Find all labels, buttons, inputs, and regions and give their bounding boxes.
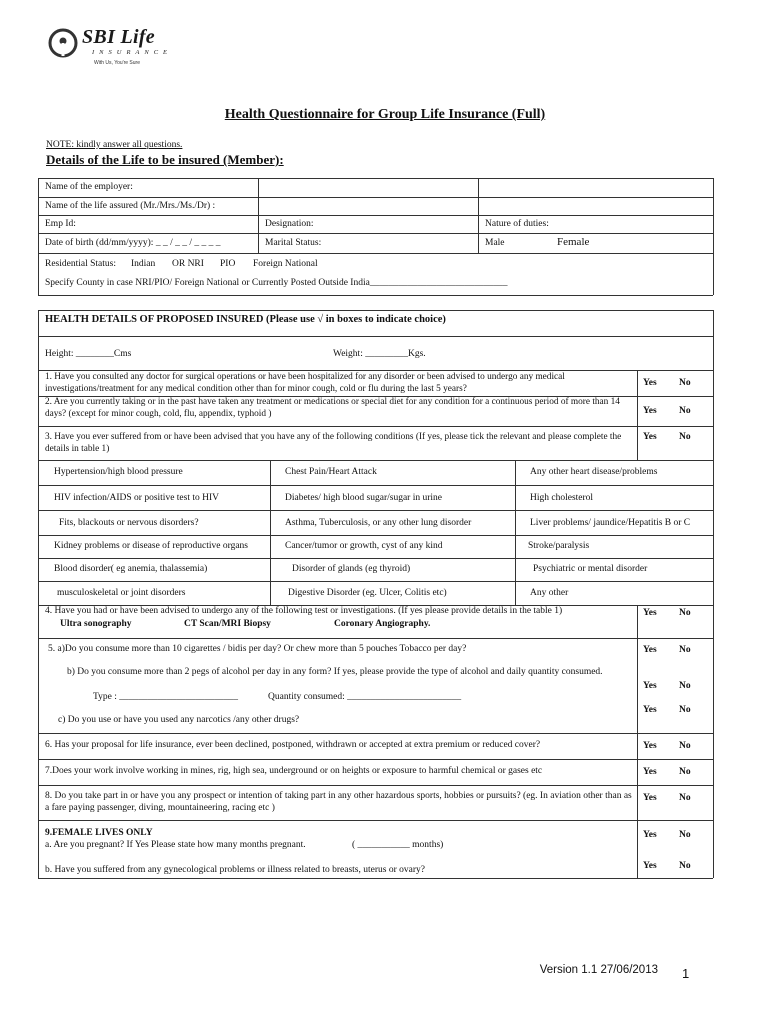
logo-emblem-icon [48,28,78,58]
q7-yes[interactable]: Yes [643,767,657,777]
condition-item[interactable]: Chest Pain/Heart Attack [285,467,377,477]
emp-id-label: Emp Id: [45,219,76,229]
q9a-yes[interactable]: Yes [643,830,657,840]
question-5c: c) Do you use or have you used any narcotics /any other drugs? [58,715,300,725]
question-5b: b) Do you consume more than 2 pegs of alcohol per day in any form? If yes, please provide the type of alcohol and daily quantity consumed. [67,667,603,677]
question-9a: a. Are you pregnant? If Yes Please state how many months pregnant. [45,840,306,850]
logo-tagline: With Us, You're Sure [94,60,140,66]
question-5a: 5. a)Do you consume more than 10 cigarettes / bidis per day? Or chew more than 5 pouches Tobacco per day? [48,644,467,654]
q5c-no[interactable]: No [679,705,691,715]
condition-item[interactable]: Stroke/paralysis [528,541,590,551]
height-field: Height: ________Cms [45,349,132,359]
logo-brand: SBI Life [82,26,155,48]
condition-item[interactable]: Any other [530,588,569,598]
q3-yes[interactable]: Yes [643,432,657,442]
q1-no[interactable]: No [679,378,691,388]
q8-no[interactable]: No [679,793,691,803]
page-title: Health Questionnaire for Group Life Insurance (Full) [224,107,546,122]
condition-item[interactable]: Kidney problems or disease of reproductive organs [54,541,248,551]
question-3: 3. Have you ever suffered from or have been advised that you have any of the following conditions (If yes, please tick the relevant and please complete the details in table 1) [45,432,622,454]
condition-item[interactable]: musculoskeletal or joint disorders [57,588,186,598]
q5b-type: Type : _________________________ [93,692,238,702]
q5b-yes[interactable]: Yes [643,681,657,691]
question-9b: b. Have you suffered from any gynecological problems or illness related to breasts, uterus or ovary? [45,865,425,875]
q5b-quantity: Quantity consumed: ________________________ [268,692,462,702]
q8-yes[interactable]: Yes [643,793,657,803]
q9b-yes[interactable]: Yes [643,861,657,871]
sbi-life-logo [48,26,178,72]
foreign-option[interactable]: Foreign National [253,259,318,269]
q3-no[interactable]: No [679,432,691,442]
condition-item[interactable]: Fits, blackouts or nervous disorders? [59,518,199,528]
q9b-no[interactable]: No [679,861,691,871]
page-number: 1 [682,966,690,981]
q4-no[interactable]: No [679,608,691,618]
condition-item[interactable]: Psychiatric or mental disorder [533,564,648,574]
condition-item[interactable]: Liver problems/ jaundice/Hepatitis B or C [530,518,691,528]
condition-item[interactable]: Disorder of glands (eg thyroid) [292,564,411,574]
question-6: 6. Has your proposal for life insurance, ever been declined, postponed, withdrawn or accepted at extra premium or reduced cover? [45,740,541,750]
q1-yes[interactable]: Yes [643,378,657,388]
nri-option[interactable]: OR NRI [172,259,204,269]
female-option[interactable]: Female [557,236,590,248]
question-4: 4. Have you had or have been advised to undergo any of the following test or investigations. (If yes please provide details in the table 1) [45,606,563,616]
details-heading: Details of the Life to be insured (Member): [46,152,284,167]
condition-item[interactable]: Digestive Disorder (eg. Ulcer, Colitis etc) [288,588,447,598]
residential-label: Residential Status: [45,259,116,269]
condition-item[interactable]: HIV infection/AIDS or positive test to HIV [54,493,219,503]
question-2: 2. Are you currently taking or in the past have taken any treatment or medications or special diet for any condition for a continuous period of more than 14 days? (except for minor cough, cold, flu, appendix, typhoid ) [45,397,620,419]
q4-test-ultrasound[interactable]: Ultra sonography [60,619,132,629]
q7-no[interactable]: No [679,767,691,777]
note: NOTE: kindly answer all questions. [46,140,183,150]
health-heading: HEALTH DETAILS OF PROPOSED INSURED (Please use √ in boxes to indicate choice) [45,314,446,325]
designation-label: Designation: [265,219,314,229]
q4-test-ct-mri[interactable]: CT Scan/MRI Biopsy [184,619,271,629]
question-1: 1. Have you consulted any doctor for surgical operations or have been hospitalized for any disorder or been advised to undergo any medical investigations/treatment for any medical condition other than for minor cough, cold or flu during the last 5 years? [45,372,565,394]
condition-item[interactable]: High cholesterol [530,493,594,503]
logo-sub: INSURANCE [92,49,173,56]
q9a-months: ( ___________ months) [352,840,444,850]
pio-option[interactable]: PIO [220,259,236,269]
question-9-title: 9.FEMALE LIVES ONLY [45,828,153,838]
q5a-yes[interactable]: Yes [643,645,657,655]
q2-yes[interactable]: Yes [643,406,657,416]
condition-item[interactable]: Blood disorder( eg anemia, thalassemia) [54,564,208,574]
q6-no[interactable]: No [679,741,691,751]
male-option[interactable]: Male [485,238,505,248]
q4-yes[interactable]: Yes [643,608,657,618]
condition-item[interactable]: Cancer/tumor or growth, cyst of any kind [285,541,443,551]
specify-country: Specify County in case NRI/PIO/ Foreign National or Currently Posted Outside India_____________________________ [45,278,508,288]
question-8: 8. Do you take part in or have you any prospect or intention of taking part in any other hazardous sports, hobbies or pursuits? (eg. In aviation other than as a fare paying passenger, diving, mountaineering, racing etc ) [45,791,632,813]
condition-item[interactable]: Diabetes/ high blood sugar/sugar in urine [285,493,442,503]
condition-item[interactable]: Asthma, Tuberculosis, or any other lung disorder [285,518,472,528]
weight-field: Weight: _________Kgs. [333,349,426,359]
indian-option[interactable]: Indian [131,259,156,269]
marital-label: Marital Status: [265,238,322,248]
q9a-no[interactable]: No [679,830,691,840]
nature-label: Nature of duties: [485,219,549,229]
q5c-yes[interactable]: Yes [643,705,657,715]
q6-yes[interactable]: Yes [643,741,657,751]
q2-no[interactable]: No [679,406,691,416]
dob-label: Date of birth (dd/mm/yyyy): _ _ / _ _ / _ _ _ _ [45,238,221,248]
condition-item[interactable]: Any other heart disease/problems [530,467,658,477]
employer-label: Name of the employer: [45,182,133,192]
q5a-no[interactable]: No [679,645,691,655]
q4-test-angiography[interactable]: Coronary Angiography. [334,619,431,629]
question-7: 7.Does your work involve working in mines, rig, high sea, underground or on heights or exposure to harmful chemical or gases etc [45,766,543,776]
version-footer: Version 1.1 27/06/2013 [539,964,658,976]
q5b-no[interactable]: No [679,681,691,691]
life-assured-label: Name of the life assured (Mr./Mrs./Ms./Dr) : [45,201,216,211]
condition-item[interactable]: Hypertension/high blood pressure [54,467,183,477]
